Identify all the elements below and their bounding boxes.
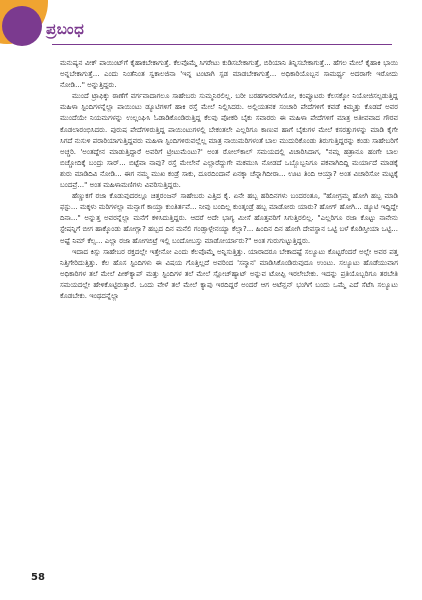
page-number: 58: [31, 572, 45, 583]
section-title: ಪ್ರಬಂಧ: [46, 20, 85, 38]
paragraph-3: ಹೆಣ್ಣುಕಗೆ ರಜಾ ಕೊಡುವುದರಲ್ಲೂ ಚಿತ್ತರಂಜನ್ ಸಾಹೇಬರು ಎತ್ತಿದ ಕೈ. ಏನೇ ಹಬ್ಬ ಹರಿದಿನಗಳು ಬಂದರಂತೂ, "ಹೋಗ್ರಮ್ಮ ಹೋಗಿ ಹಬ್ಬ ಮಾಡಿ ಫಸ್ಟು... ಮಕ್ಕಳು ಮರಿಗಳಲ್ಲಾ ಮನ್ಸಾಗೆ ಕಾಯ್ತಾ ಕುಂತಿರ್ತವೆ... ನೀವು ಬಂದಿಲ್ಲ ಕುಂತ್ಕಂಡ್ರೆ ಹಬ್ಬ ಮಾಡೋರು ಯಾರು? ಹೋಗ್ ಹೋಗಿ... ಡ್ಯೂಟಿ ಇದ್ದಿದ್ದೇ ದಿನಾ..." ಅನ್ನುತ್ತ ಅವರನ್ನೆಲ್ಲಾ ಮನೆಗೆ ಕಳಿಸಿದುತ್ತಿದ್ದರು. ಆದರೆ ಅದೇ ಭಾಗ್ಯ ಮೀಸೆ ಹೊತ್ತವರಿಗೆ ಸಿಗುತ್ತಿರಲಿಲ್ಲ. "ಎಲ್ಲರಿಗೂ ರಜಾ ಕೊಟ್ಟು ನಾನೇನು ಸ್ಟೇಷನ್ನಿಗೆ ಬೀಗ ಹಾಕ್ಕೊಂಡು ಹೋಗ್ಲಾ? ಹಬ್ಬದ ದಿನ ಮನೆಲಿ ಗಂಡ್ಸಾಳ್ಗೇನಯ್ಯಾ ಕೆಲ್ಸಾ?... ಹಿಂದಿನ ದಿನ ಹೋಗಿ ದೇವಸ್ಥಾನ ಒಟ್ಟಿ ಬಳೆ ಕೊಡಿಸ್ತೀಯಾ ಒಟ್ಟಿ... ಅಷ್ಟೆ ನಿಮ್ ಕೆಲ್ಸ... ಎಲ್ಲಾ ರಜಾ ಹೋಗಬಿಟ್ರೆ ಇಲ್ಲಿ ಬಂದೋಬಸ್ತು ಮಾಡೋರ್ಯಾರು?" ಅಂತ ಗುರುಗುಟ್ಟುತ್ತಿದ್ದರು.: [60, 192, 398, 245]
corner-decoration-purple: [2, 6, 42, 46]
paragraph-4: ಇದಾದ ಕಿಸ್ಸು ಸಾಹೇಬರ ರಕ್ತದಲ್ಲೇ ಇತ್ತೇನೋ ಎಂದು ಕೆಲವೊಮ್ಮೆ ಅನ್ನಿಸುತ್ತಿತ್ತು. ಯಾರಾದರೂ ಬೇಕಾದಷ್ಟೆ ಸಲ್ಯೂಟು ಕೊಟ್ಟರೆಂದರೆ ಅಲ್ಲೇ ಅವರ ಪತ್ತ ನಿತ್ತಿಗೇರಿದುತ್ತಿತ್ತು. ಕೆಲ ಹೊಸ ಸ್ಟಿಂದಿಗಳು ಈ ವಿಷಯ ಗೊತ್ತಿಲ್ಲದೆ ಅವರಿಂದ 'ಸನ್ಮಾನ' ಮಾಡಿಸಿಕೊಂಡಿರುವುದೂ ಉಂಟು. ಸಲ್ಯೂಟು ಹೊಡೆಯುವಾಗ ಅಧಿಕಾರಿಗಳ ತಲೆ ಮೇಲೆ ಪೀಕ್‌ಕ್ಯಾಪ್ ಮತ್ತು ಸ್ಟಿಂದಿಗಳ ತಲೆ ಮೇಲೆ ಸ್ಲೋಚ್‌ಹ್ಯಾಟ್ ಅನ್ನುವ ಟೋಪ್ಪಿ ಇರಲೇಬೇಕು. ಇದನ್ನು ಪ್ರತಿಯೊಬ್ಬರಿಗೂ ತರಬೇತಿ ಸಮಯದಲ್ಲೇ ಹೇಳಿಕೊಟ್ಟಿರುತ್ತಾರೆ. ಒಂದು ವೇಳೆ ತಲೆ ಮೇಲೆ ಕ್ಯಾಪು ಇರದಿದ್ದರೆ ಅಂದರೆ ಆಗ ಅಟೆನ್ಷನ್ ಭಂಗಿಗೆ ಬಂದು ಒಮ್ಮೆ ಎದೆ ಸೆಟೆಸಿ ಸಲ್ಯೂಟು ಕೊಡಬೇಕು. ಇಂಥದನ್ನೆಲ್ಲಾ: [60, 247, 398, 300]
title-divider: [52, 44, 392, 45]
article-body: [60, 58, 398, 302]
paragraph-2: ಮುಂದೆ ಟ್ರಾಫಿಕ್ಕು ಠಾಣೆಗೆ ವರ್ಗವಾದಾಗಲೂ ಸಾಹೇಬರು ಸುಮ್ಮನಿರಲಿಲ್ಲ. ಬರೀ ಬರಹಗಾರರಾಗಿಯೋ, ಕಂಪ್ಯೂಟರು ಕೆಲಸಕ್ಕೋ ನಿಯೋಜಿಸಲ್ಪಡುತ್ತಿದ್ದ ಮಹಿಳಾ ಸ್ಟಿಂದಿಗಳನ್ನೆಲ್ಲಾ ಪಾಯಿಂಟು ಡ್ಯೂಟಿಗಳಿಗೆ ಹಾಕಿ ರಸ್ತೆ ಮೇಲೆ ನಿಲ್ಲಿಸಿದರು. ಅಲ್ಲಿಯತನಕ ಸಂಚಾರಿ ಪೇದೆಗಳಿಗೆ ಕವಡೆ ಕಿಮ್ಮತ್ತು ಕೊಡದೆ ಅವರ ಮುಂದೆಯೇ ನಿಯಮಗಳನ್ನು ಉಲ್ಲಂಘಿಸಿ ಓಡಾಡಿಕೊಂಡಿರುತ್ತಿದ್ದ ಕೆಲವು ಪೋಕರಿ ಬೈಕು ಸವಾರರು ಈ ಮಹಿಳಾ ಪೇದೆಗಳಿಗೆ ಮಾತ್ರ ಅತೀವವಾದ ಗೌರವ ಕೊಡಲಾರಂಭಿಸಿದರು. ಪುರುಷ ಪೇದೆಗಳಿರುತ್ತಿದ್ದ ಪಾಯಿಂಟುಗಳಲ್ಲಿ ಬೇಕಂತಲೇ ಎಲ್ಲರಿಗೂ ಕಾಣುವ ಹಾಗೆ ಬೈಕುಗಳ ಮೇಲೆ ಕಸರತ್ತುಗಳನ್ನು ಮಾಡಿ ಕೈಗೇ ಸಿಗದೆ ನುಸುಳಿ ಪರಾರಿಯಾಗುತ್ತಿದ್ದವರು ಮಹಿಳಾ ಸ್ಟಿಂದಿಗಳಿರುವಲ್ಲೆಲ್ಲ ಮಾತ್ರ ನಾಯಿಮರಿಗಳಂತೆ ಬಾಲ ಮುದುರಿಕೊಂಡು ತಿರುಗುತ್ತಿದ್ದರನ್ನು ಕಂಡು ಸಾಹೇಬರಿಗೆ ಅಚ್ಚರಿ. 'ಅಂತದ್ದೇನ ಮಾಡುತ್ತಿದ್ದಾರೆ ಅವರಿಗೆ ಟ್ರೀಟುಮೆಂಟು?' ಅಂತ ರೋಲ್‌ಕಾಲ್ ಸಮಯದಲ್ಲಿ ವಿಚಾರಿಸಿದಾಗ, "ನಮ್ಗ ಹತ್ರಾನೂ ಹಂಗೇ ಬಾಲ ಬಿಚ್ಚೋದಿಕ್ಕೆ ಬಂದ್ರು ಸಾರ್... ಬಿಟ್ಟೆವಾ ನಾವು? ರಸ್ತೆ ಮೇಲೇನೆ ಎಲ್ಲಾರೆದ್ದುಗೇ ಮಕಮುಸಿ ನೋಡದೆ ಒಬ್ಬೊಬ್ಬನಿಗೂ ಪಕವಾಗಿದಿದ್ದಿ ಮರ್ಯಾದೆ ಮಾಡಕ್ಕೆ ಶುರು ಮಾಡಿದಿವಿ ನೋಡಿ... ಈಗ ನಮ್ಮ ಮುಖ ಕಂಡ್ರೆ ಸಾಕು, ದೂರದಿಂದಾನೆ ಏನಕ್ಕಾ ಚೆನ್ನಾಗಿದೀರಾ... ಊಟ ತಿಂದಿ ಆಯ್ತಾ? ಅಂತ ವಿಚಾರಿಸೋ ಮಟ್ಟಕ್ಕೆ ಬಂದವ್ರೆ..." ಅಂತ ಮಹಿಳಾಮಣಿಗಳು ವಿವರಿಸುತ್ತಿದ್ದರು.: [60, 92, 398, 190]
paragraph-1: ಮನುಷ್ಯನ ವೀಕ್ ಪಾಯಿಂಟ್‌ಗೆ ಕೈಹಾಕಬೇಕಾಗುತ್ತೆ. ಕೆಲವೊಮ್ಮೆ ಸಿಗರೇಟು ಕುಡಿಸಬೇಕಾಗುತ್ತೆ, ಬಿರಿಯಾನಿ ತಿನ್ನಿಸಬೇಕಾಗುತ್ತೆ... ಹೆಗಲ ಮೇಲೆ ಕೈಹಾಕಿ ಭಾಯಿ ಅನ್ನಬೇಕಾಗುತ್ತೆ... ಎಂದು ನಿಂತೆನಿಂತ ಸ್ವಕಾಲಜಿನಾ 'ಇನ್ನ ಟಂಟಾಗಿ ಸ್ಪಡ ಮಾಡಬೇಕಾಗುತ್ತೆ... ಅಧಿಕಾರಿಯೊಬ್ಬನ ಸಾಮರ್ಥ್ಯ ಅದರಾಗೇ ಇರೋದು ನೋಡಿ..." ಅನ್ನುತ್ತಿದ್ದರು.: [60, 59, 398, 90]
